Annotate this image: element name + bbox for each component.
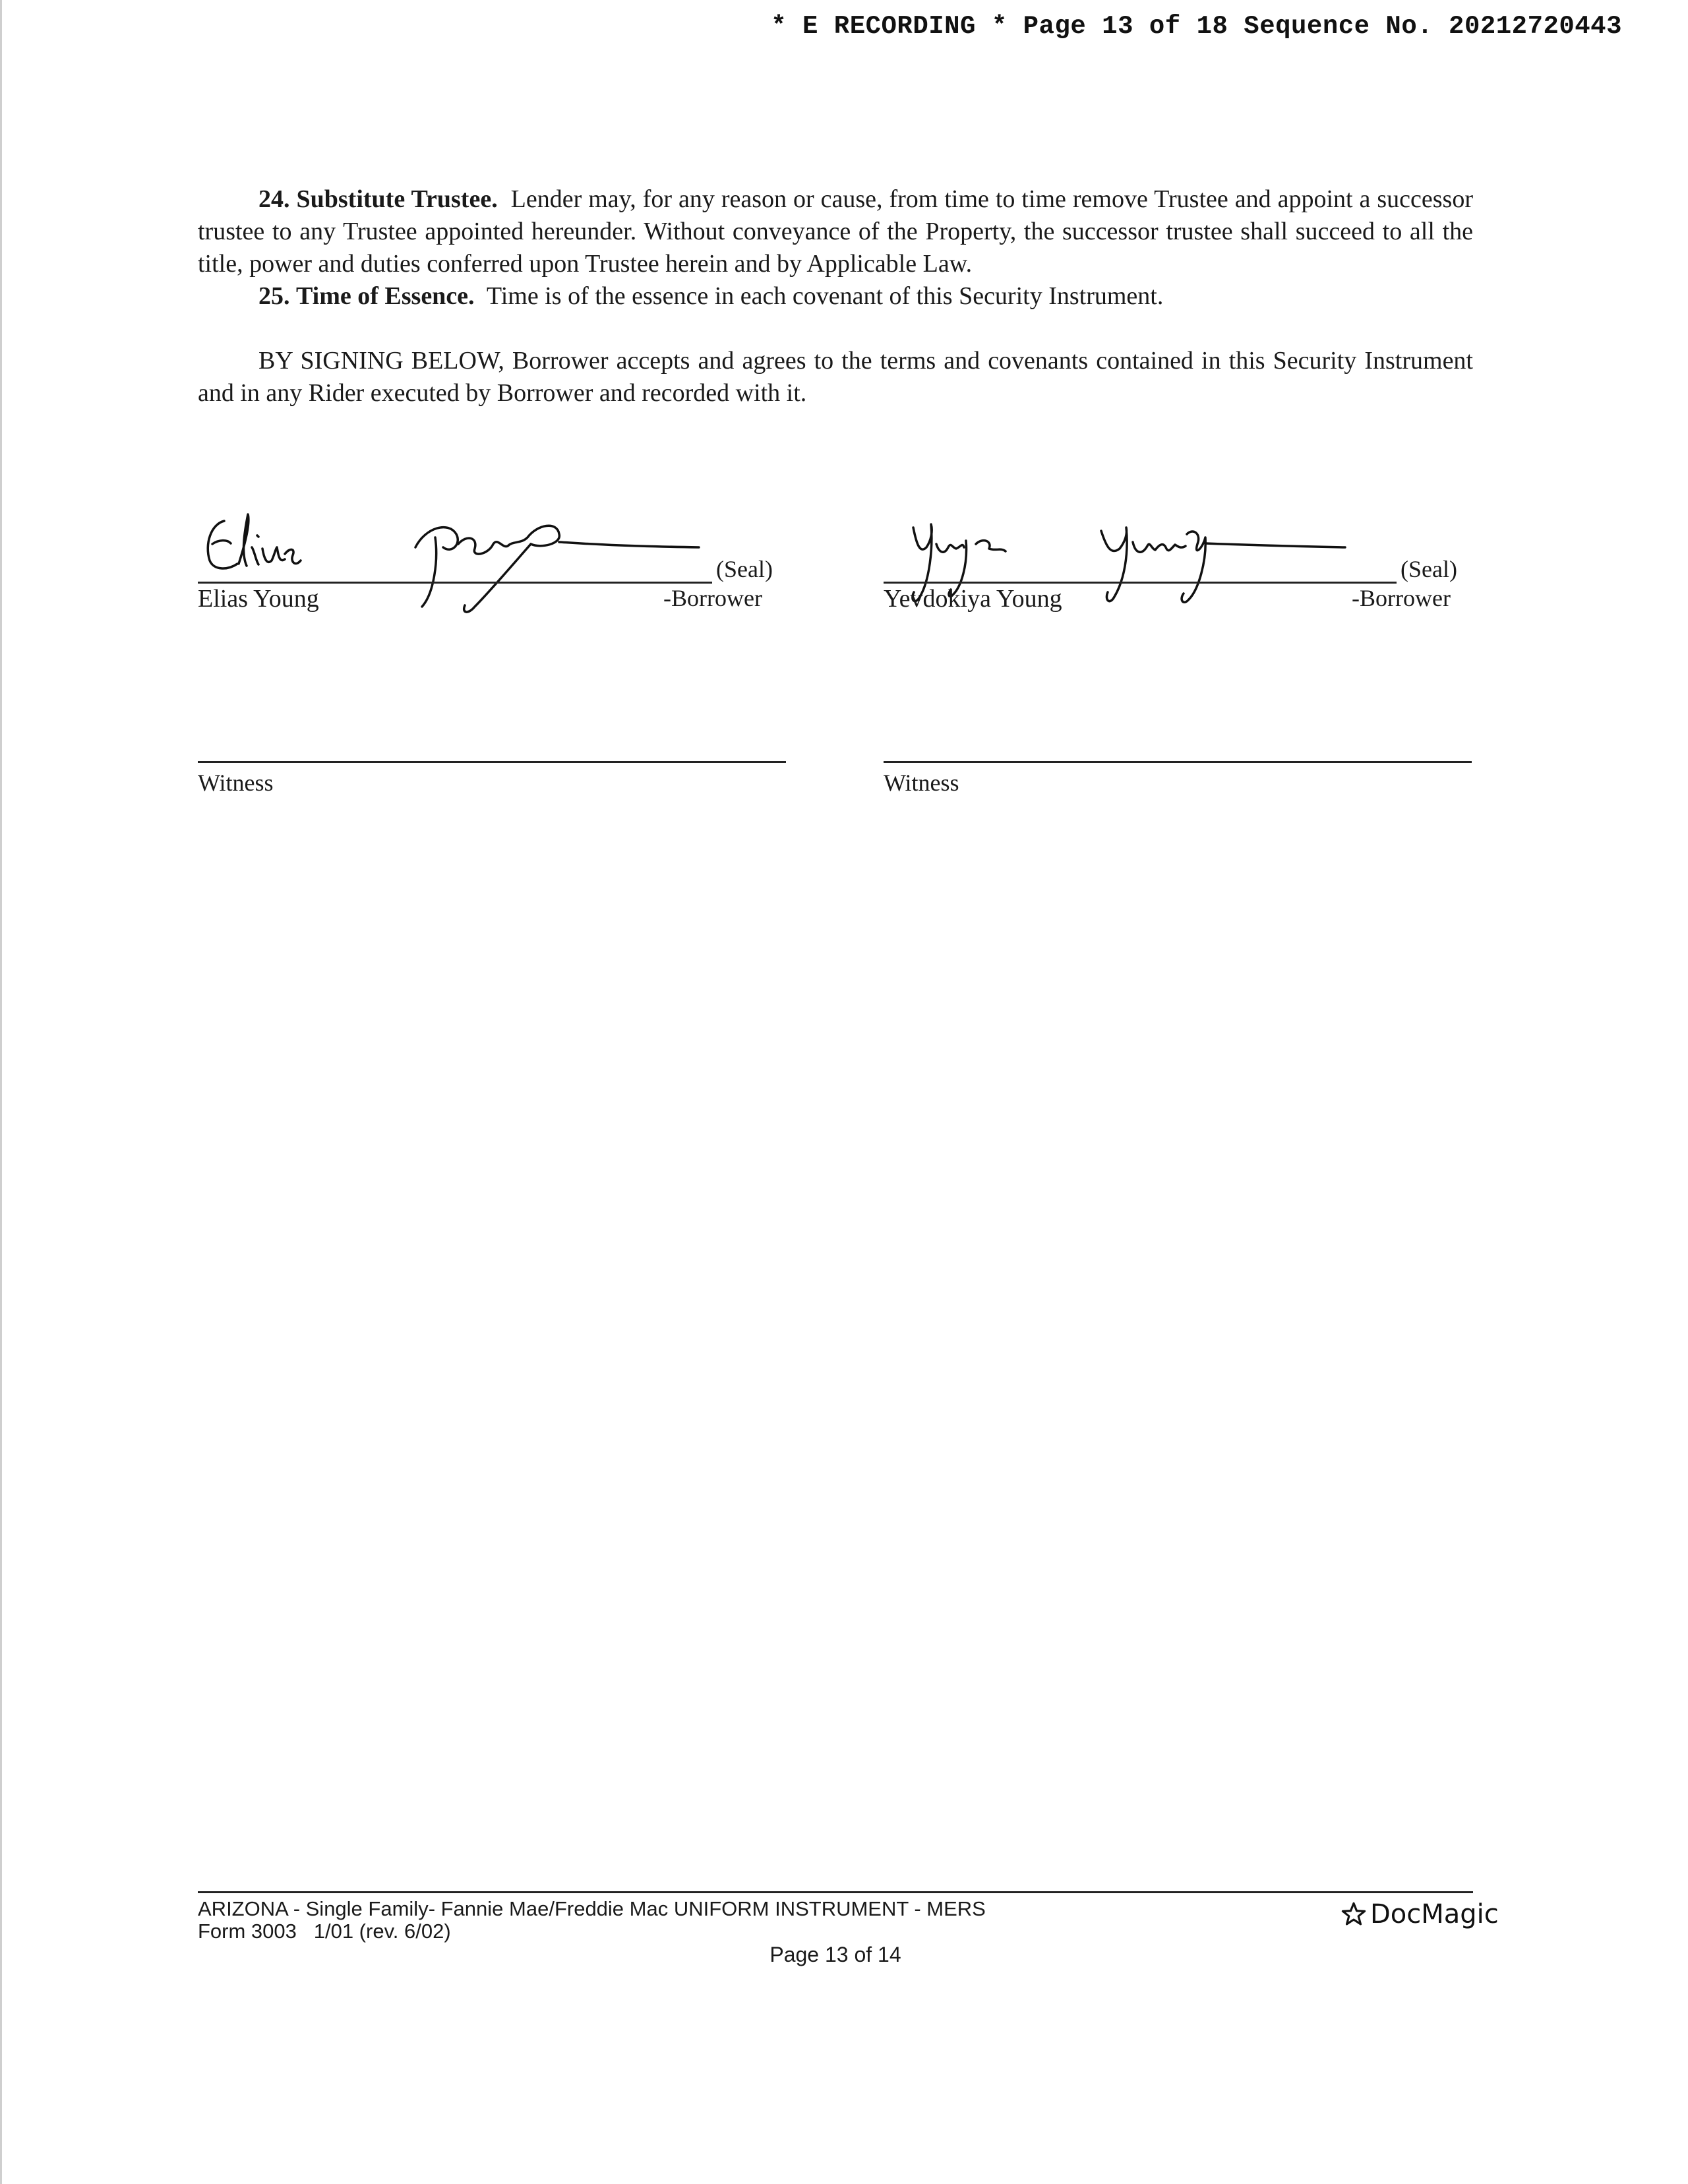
docmagic-logo [1340, 1899, 1499, 1929]
signature-block-borrower-1 [198, 521, 791, 653]
paragraph-24-text: Lender may, for any reason or cause, from time to time remove Trustee and appoint a successor trustee to any Trustee appointed hereunder. Without conveyance of the Property, the successor trustee shall succeed to all the title, power and duties conferred upon Trustee herein and by Applicable Law. [198, 185, 1474, 278]
paragraph-25 [198, 280, 1473, 313]
page-edge [0, 0, 2, 2184]
page-number: Page 13 of 14 [769, 1943, 901, 1966]
witness-label: Witness [884, 770, 959, 796]
signing-statement: BY SIGNING BELOW, Borrower accepts and agrees to the terms and covenants contained in this Security Instrument and in any Rider executed by Borrower and recorded with it. [198, 347, 1473, 407]
paragraph-25-title: Time of Essence. [296, 282, 475, 310]
signer-name: Elias Young [198, 585, 319, 613]
witness-label: Witness [198, 770, 274, 796]
paragraph-24-title: Substitute Trustee. [296, 185, 498, 213]
handwritten-signature [884, 508, 1477, 640]
witness-line [884, 761, 1472, 763]
footer-rule [198, 1891, 1473, 1893]
recording-header: * E RECORDING * Page 13 of 18 Sequence No. 20212720443 [771, 12, 1622, 41]
document-body [198, 183, 1473, 410]
paragraph-25-text: Time is of the essence in each covenant of this Security Instrument. [486, 282, 1164, 310]
form-title: ARIZONA - Single Family- Fannie Mae/Freddie Mac UNIFORM INSTRUMENT - MERS [198, 1897, 986, 1920]
witness-line [198, 761, 786, 763]
paragraph-24-number: 24. [258, 185, 290, 213]
star-outline-icon [1340, 1900, 1368, 1928]
seal-label: (Seal) [1401, 556, 1457, 582]
paragraph-24 [198, 183, 1473, 280]
form-identifier [198, 1898, 986, 1943]
form-number: Form 3003 1/01 (rev. 6/02) [198, 1920, 451, 1943]
seal-label: (Seal) [716, 556, 773, 582]
handwritten-signature [198, 508, 791, 640]
signer-name: Yevdokiya Young [884, 585, 1062, 613]
signature-block-borrower-2 [884, 521, 1477, 653]
signer-role: -Borrower [1352, 585, 1451, 611]
signature-line [198, 582, 712, 584]
signer-role: -Borrower [663, 585, 762, 611]
signature-line [884, 582, 1397, 584]
brand-name: DocMagic [1370, 1899, 1499, 1929]
paragraph-25-number: 25. [258, 282, 290, 310]
